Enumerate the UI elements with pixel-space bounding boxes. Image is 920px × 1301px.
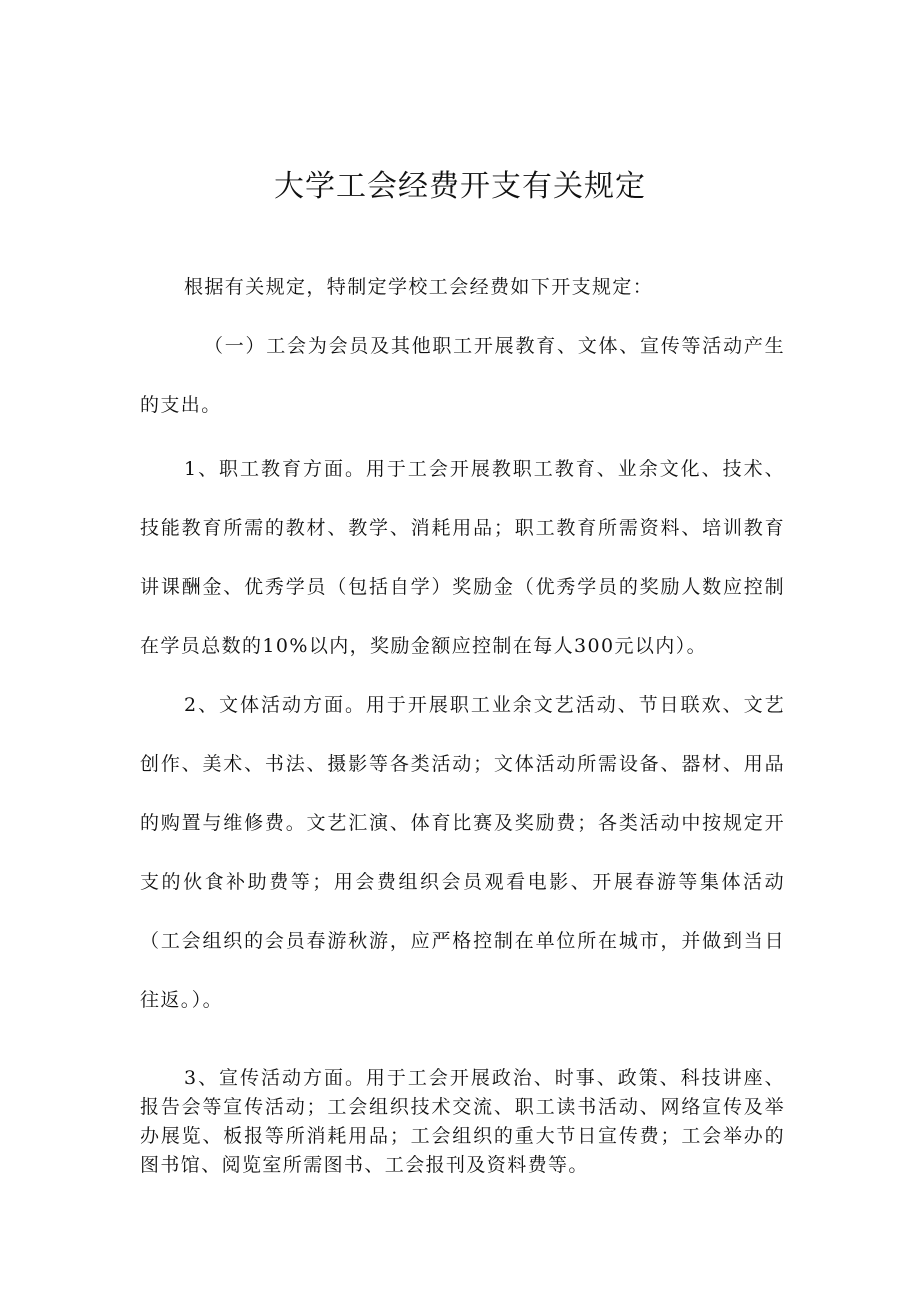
- document-title: 大学工会经费开支有关规定: [274, 169, 646, 204]
- intro-paragraph: 根据有关规定，特制定学校工会经费如下开支规定：: [184, 276, 654, 298]
- item-1-staff-education: 1、职工教育方面。用于工会开展教职工教育、业余文化、技术、技能教育所需的教材、教学、消耗用品；职工教育所需资料、培训教育讲课酬金、优秀学员（包括自学）奖励金（优秀学员的奖励人数应控制在学员总数的10%以内，奖励金额应控制在每人300元以内）。: [140, 458, 785, 657]
- item-3-publicity: 3、宣传活动方面。用于工会开展政治、时事、政策、科技讲座、报告会等宣传活动；工会组织技术交流、职工读书活动、网络宣传及举办展览、板报等所消耗用品；工会组织的重大节日宣传费；工会举办的图书馆、阅览室所需图书、工会报刊及资料费等。: [140, 1067, 785, 1176]
- item-2-cultural-sports: 2、文体活动方面。用于开展职工业余文艺活动、节日联欢、文艺创作、美术、书法、摄影等各类活动；文体活动所需设备、器材、用品的购置与维修费。文艺汇演、体育比赛及奖励费；各类活动中按规定开支的伙食补助费等；用会费组织会员观看电影、开展春游等集体活动（工会组织的会员春游秋游，应严格控制在单位所在城市，并做到当日往返。）。: [140, 694, 785, 1011]
- section-1-heading: （一）工会为会员及其他职工开展教育、文体、宣传等活动产生的支出。: [140, 335, 785, 416]
